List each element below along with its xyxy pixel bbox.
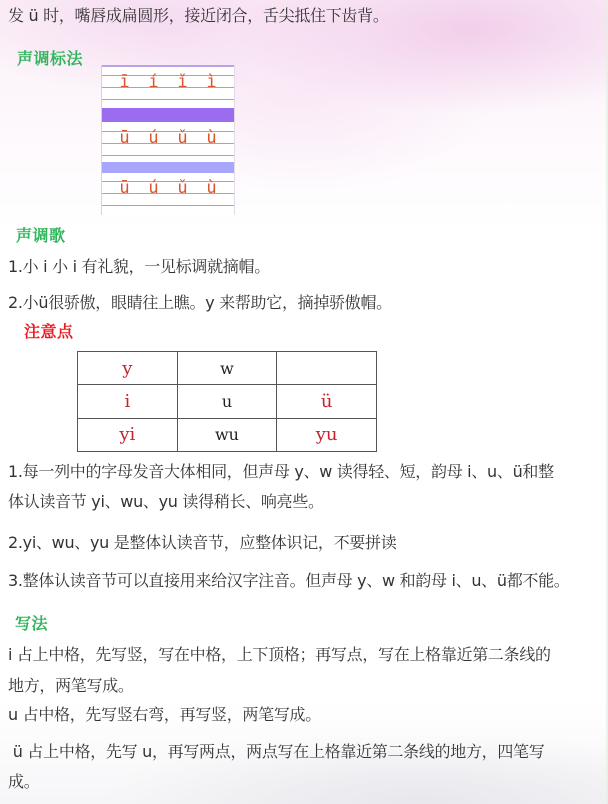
writing-line-i: i 占上中格，先写竖，写在中格，上下顶格；再写点，写在上格靠近第二条线的: [8, 645, 551, 664]
yw-comparison-table: [77, 351, 377, 452]
tone-letter: ǔ: [177, 178, 188, 198]
table-cell: u: [177, 385, 277, 418]
note-point-1: 1.每一列中的字母发音大体相同，但声母 y、w 读得轻、短，韵母 i、u、ü和整: [8, 462, 554, 481]
table-row: [78, 418, 377, 451]
tone-letter: ú: [148, 178, 159, 198]
table-cell: yu: [277, 418, 377, 451]
chart-band: [102, 108, 234, 122]
tone-song-line-1: 1.小 i 小 i 有礼貌，一见标调就摘帽。: [8, 257, 270, 276]
table-cell: w: [177, 352, 277, 385]
tone-letter: ī: [119, 72, 130, 92]
section-heading-notes: 注意点: [24, 322, 74, 341]
table-row: [78, 352, 377, 385]
table-cell: y: [78, 352, 178, 385]
intro-text: 发 ü 时，嘴唇成扁圆形，接近闭合，舌尖抵住下齿背。: [8, 6, 389, 25]
tone-letter: ì: [206, 72, 217, 92]
writing-line-v-cont: 成。: [8, 772, 40, 791]
tone-letter: ù: [206, 128, 217, 148]
chart-rule: [102, 99, 234, 100]
tone-row-i: [102, 72, 234, 92]
table-row: [78, 385, 377, 418]
table-cell: i: [78, 385, 178, 418]
tone-chart: [101, 65, 235, 215]
chart-rule: [102, 65, 234, 67]
writing-line-u: u 占中格，先写竖右弯，再写竖，两笔写成。: [8, 705, 321, 724]
tone-song-line-2: 2.小ü很骄傲，眼睛往上瞧。y 来帮助它，摘掉骄傲帽。: [8, 293, 392, 312]
tone-letter: ù: [206, 178, 217, 198]
tone-row-v: [102, 178, 234, 198]
tone-letter: ū: [119, 178, 130, 198]
table-cell: yi: [78, 418, 178, 451]
table-cell: wu: [177, 418, 277, 451]
tone-letter: ǐ: [177, 72, 188, 92]
note-point-2: 2.yi、wu、yu 是整体认读音节，应整体识记，不要拼读: [8, 533, 397, 552]
table-cell: ü: [277, 385, 377, 418]
tone-row-u: [102, 128, 234, 148]
section-heading-tone-song: 声调歌: [16, 226, 66, 245]
writing-line-v: ü 占上中格，先写 u，再写两点，两点写在上格靠近第二条线的地方，四笔写: [8, 742, 545, 761]
section-heading-writing: 写法: [15, 614, 49, 633]
note-point-1-cont: 体认读音节 yi、wu、yu 读得稍长、响亮些。: [8, 492, 324, 511]
tone-letter: ū: [119, 128, 130, 148]
tone-letter: ú: [148, 128, 159, 148]
tone-letter: í: [148, 72, 159, 92]
chart-band: [102, 162, 234, 173]
table-cell: [277, 352, 377, 385]
chart-rule: [102, 205, 234, 206]
writing-line-i-cont: 地方，两笔写成。: [8, 676, 134, 695]
tone-letter: ǔ: [177, 128, 188, 148]
section-heading-tone-marking: 声调标法: [17, 49, 84, 68]
chart-rule: [102, 155, 234, 156]
note-point-3: 3.整体认读音节可以直接用来给汉字注音。但声母 y、w 和韵母 i、u、ü都不能。: [8, 571, 570, 590]
